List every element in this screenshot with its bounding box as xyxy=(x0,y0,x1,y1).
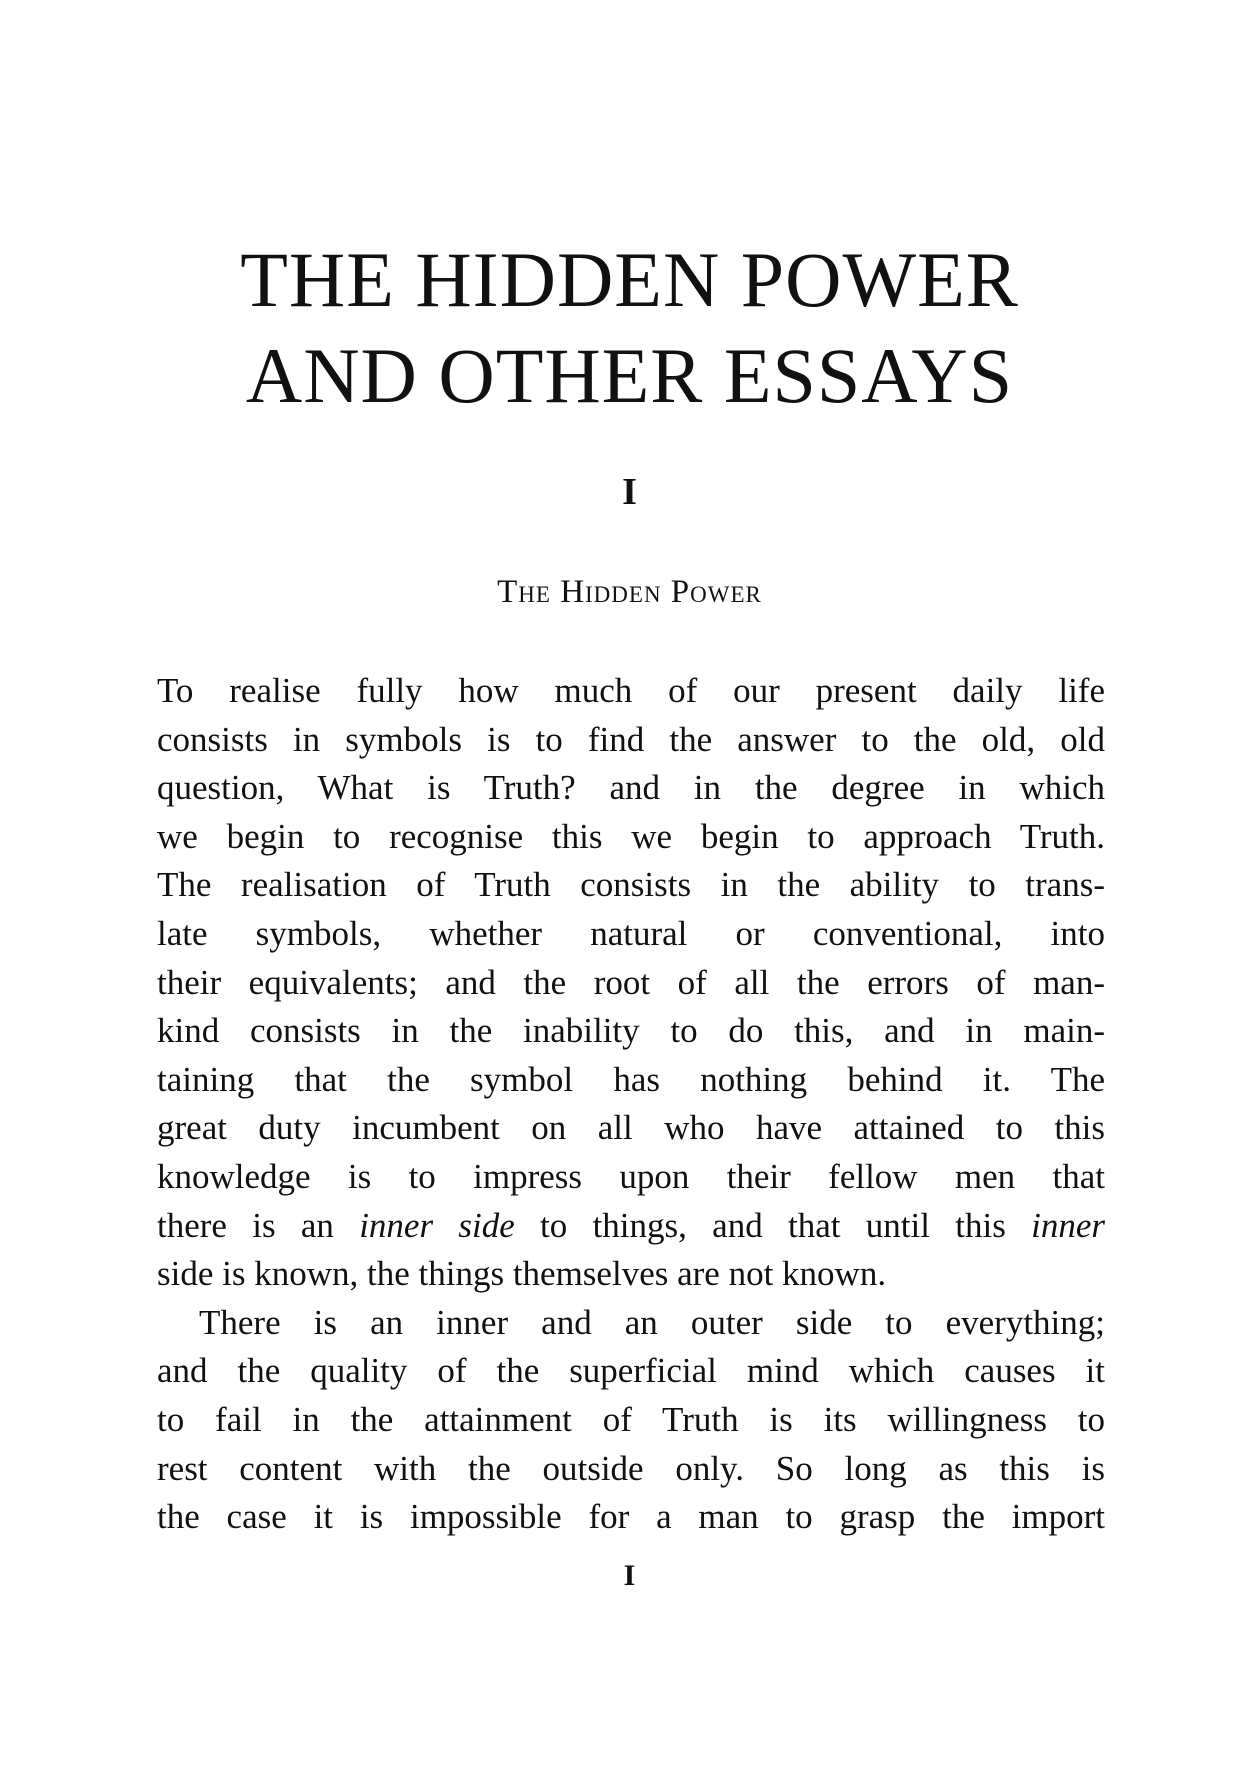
essay-body xyxy=(157,667,1105,1542)
text-line: taining that the symbol has nothing behind it. The xyxy=(157,1059,1105,1099)
text-line: question, What is Truth? and in the degree in which xyxy=(157,768,1105,808)
book-title-line-1: THE HIDDEN POWER xyxy=(240,236,1019,323)
text-line: their equivalents; and the root of all the errors of man- xyxy=(157,962,1105,1002)
book-title-line-2: AND OTHER ESSAYS xyxy=(245,332,1014,419)
essay-title: The Hidden Power xyxy=(497,574,762,610)
text-line: we begin to recognise this we begin to approach Truth. xyxy=(157,816,1105,856)
essay-number: I xyxy=(622,471,637,513)
text-line: side is known, the things themselves are not known. xyxy=(157,1254,887,1294)
paragraph-2 xyxy=(157,1299,1105,1542)
text-fragment: to things, and that until this xyxy=(514,1205,1032,1245)
text-line: There is an inner and an outer side to everything; xyxy=(199,1302,1105,1342)
text-line: kind consists in the inability to do this, and in main- xyxy=(157,1011,1105,1051)
text-line: late symbols, whether natural or conventional, into xyxy=(157,913,1105,953)
text-line: to fail in the attainment of Truth is its willingness to xyxy=(157,1399,1105,1439)
text-line: To realise fully how much of our present daily life xyxy=(157,671,1105,710)
text-line: great duty incumbent on all who have attained to this xyxy=(157,1108,1105,1148)
emphasis-inner: inner xyxy=(1031,1205,1105,1245)
text-line: The realisation of Truth consists in the ability to trans- xyxy=(157,865,1105,905)
emphasis-inner-side: inner side xyxy=(359,1205,515,1245)
page-number: I xyxy=(623,1559,636,1592)
text-line: the case it is impossible for a man to grasp the import xyxy=(157,1497,1105,1537)
book-title xyxy=(0,232,1259,424)
text-fragment: there is an xyxy=(157,1205,360,1245)
text-line: knowledge is to impress upon their fellow men that xyxy=(157,1156,1105,1196)
text-line: and the quality of the superficial mind which causes it xyxy=(157,1351,1105,1391)
paragraph-1 xyxy=(157,667,1105,1299)
text-line: consists in symbols is to find the answer to the old, old xyxy=(157,719,1105,759)
text-line: rest content with the outside only. So long as this is xyxy=(157,1448,1105,1488)
text-line-with-emphasis xyxy=(157,1202,1105,1251)
